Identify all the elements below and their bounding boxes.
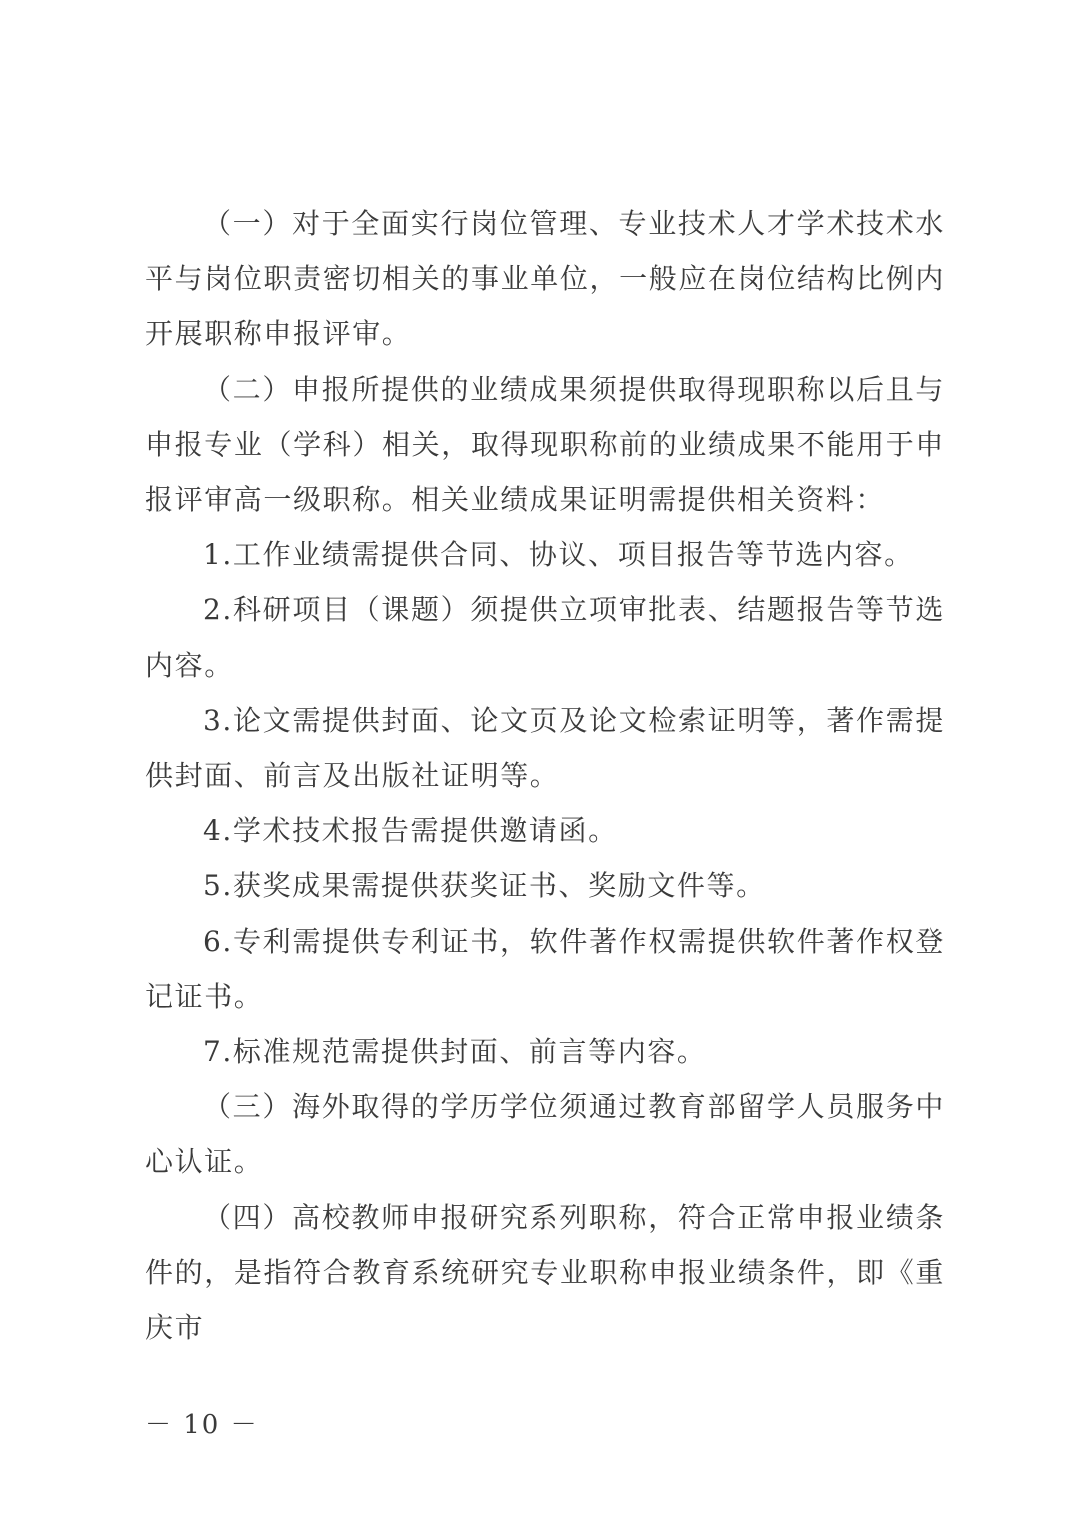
list-item-papers-books: 3.论文需提供封面、论文页及论文检索证明等，著作需提供封面、前言及出版社证明等。: [145, 703, 945, 793]
document-body: [145, 196, 945, 1355]
page-number: － 10 －: [145, 1410, 259, 1440]
paragraph-section-1: （一）对于全面实行岗位管理、专业技术人才学术技术水平与岗位职责密切相关的事业单位，一般应在岗位结构比例内开展职称申报评审。: [145, 207, 945, 351]
paragraph-section-3: （三）海外取得的学历学位须通过教育部留学人员服务中心认证。: [145, 1090, 945, 1179]
list-item-academic-reports: 4.学术技术报告需提供邀请函。: [203, 814, 618, 848]
paragraph-section-2: （二）申报所提供的业绩成果须提供取得现职称以后且与申报专业（学科）相关，取得现职称前的业绩成果不能用于申报评审高一级职称。相关业绩成果证明需提供相关资料：: [145, 372, 945, 517]
list-item-patents-software: 6.专利需提供专利证书，软件著作权需提供软件著作权登记证书。: [145, 924, 945, 1013]
list-item-awards: 5.获奖成果需提供获奖证书、奖励文件等。: [203, 869, 766, 903]
paragraph-section-4: （四）高校教师申报研究系列职称，符合正常申报业绩条件的，是指符合教育系统研究专业职称申报业绩条件，即《重庆市: [145, 1200, 945, 1345]
list-item-standards: 7.标准规范需提供封面、前言等内容。: [203, 1035, 707, 1069]
list-item-work-performance: 1.工作业绩需提供合同、协议、项目报告等节选内容。: [203, 538, 914, 572]
list-item-research-projects: 2.科研项目（课题）须提供立项审批表、结题报告等节选内容。: [145, 593, 945, 682]
